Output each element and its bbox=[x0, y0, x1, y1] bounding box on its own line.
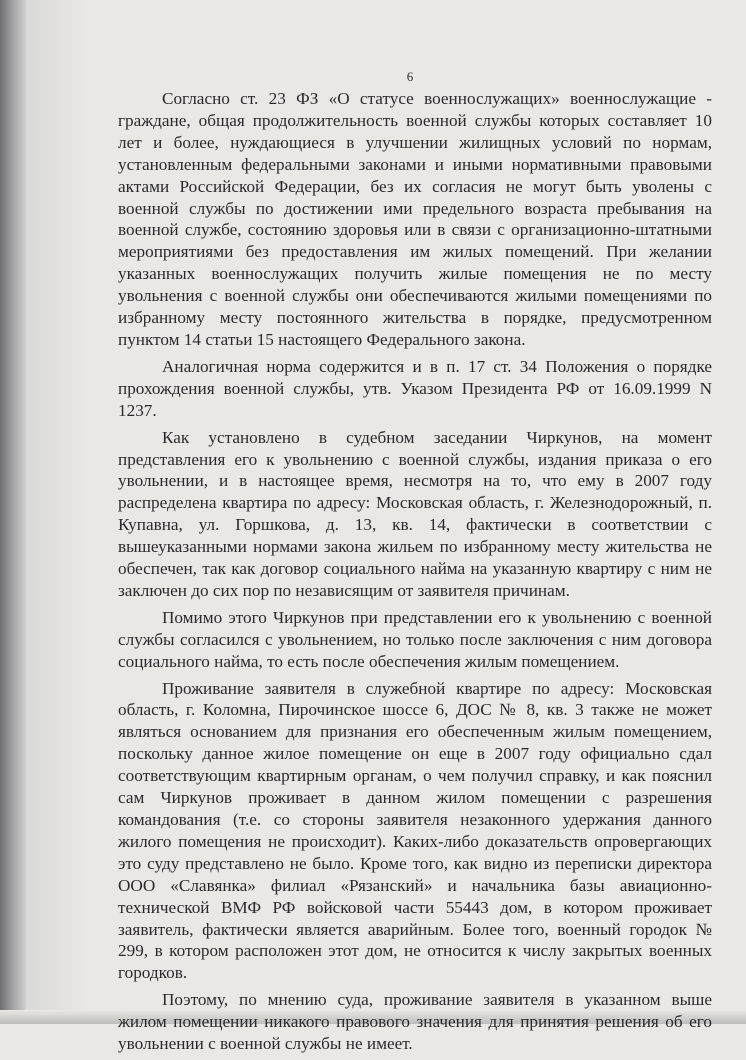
text-line: поскольку данное жилое помещение он еще в 2007 году официально сдал bbox=[118, 744, 712, 764]
paragraph bbox=[118, 88, 712, 351]
text-line: 299, в котором расположен этот дом, не относится к числу закрытых военных bbox=[118, 941, 712, 961]
paragraph bbox=[118, 678, 712, 985]
text-line: Помимо этого Чиркунов при представлении его к увольнению с военной bbox=[162, 607, 712, 627]
text-line: заявитель, фактически является аварийным. Более того, военный городок № bbox=[118, 919, 712, 939]
text-line: Аналогичная норма содержится и в п. 17 ст. 34 Положения о порядке bbox=[162, 356, 712, 376]
text-line: установленным федеральными законами и иными нормативными правовыми bbox=[118, 154, 712, 174]
document-page bbox=[118, 70, 712, 1060]
text-line: военной службе, состоянию здоровья или в связи с организационно-штатными bbox=[118, 220, 712, 240]
text-line: городков. bbox=[118, 963, 188, 983]
text-line: службы согласился с увольнением, но только после заключения с ним договора bbox=[118, 629, 712, 649]
text-line: жилого помещения не происходит). Каких-либо доказательств опровергающих bbox=[118, 831, 712, 851]
text-line: технической ВМФ РФ войсковой части 55443 дом, в котором проживает bbox=[118, 897, 712, 917]
text-line: сам Чиркунов проживает в данном жилом помещении с разрешения bbox=[118, 788, 712, 808]
text-line: распределена квартира по адресу: Московская область, г. Железнодорожный, п. bbox=[118, 493, 712, 513]
text-line: мероприятиями без предоставления им жилых помещений. При желании bbox=[118, 242, 712, 262]
text-line: Согласно ст. 23 ФЗ «О статусе военнослужащих» военнослужащие - bbox=[162, 89, 712, 108]
text-line: Как установлено в судебном заседании Чиркунов, на момент bbox=[162, 427, 712, 447]
text-line: увольнении с военной службы не имеет. bbox=[118, 1034, 413, 1054]
text-line: социального найма, то есть после обеспечения жилым помещением. bbox=[118, 651, 620, 671]
scan-left-edge bbox=[0, 0, 26, 1024]
page-number: 6 bbox=[406, 69, 414, 84]
text-line: Поэтому, по мнению суда, проживание заявителя в указанном выше bbox=[162, 990, 712, 1010]
text-line: граждане, общая продолжительность военной службы которых составляет 10 bbox=[118, 110, 712, 130]
text-line: лет и более, нуждающиеся в улучшении жилищных условий по нормам, bbox=[118, 132, 712, 152]
text-line: обеспечен, так как договор социального найма на указанную квартиру с ним не bbox=[118, 559, 712, 579]
text-line: представления его к увольнению с военной службы, издания приказа о его bbox=[118, 449, 712, 469]
text-line: Проживание заявителя в служебной квартире по адресу: Московская bbox=[162, 678, 712, 698]
text-line: указанных военнослужащих получить жилые помещения не по месту bbox=[118, 264, 712, 284]
text-line: избранному месту постоянного жительства в порядке, предусмотренном bbox=[118, 308, 712, 328]
text-line: ООО «Славянка» филиал «Рязанский» и начальника базы авиационно- bbox=[118, 875, 712, 895]
scan-shadow bbox=[26, 0, 86, 1024]
text-line: прохождения военной службы, утв. Указом Президента РФ от 16.09.1999 N bbox=[118, 378, 712, 398]
paragraph bbox=[118, 989, 712, 1055]
text-line: являться основанием для признания его обеспеченным жилым помещением, bbox=[118, 722, 712, 742]
text-line: Купавна, ул. Горшкова, д. 13, кв. 14, фактически в соответствии с bbox=[118, 515, 712, 535]
text-line: жилом помещении никакого правового значения для принятия решения об его bbox=[118, 1012, 712, 1032]
text-line: пунктом 14 статьи 15 настоящего Федерального закона. bbox=[118, 329, 526, 349]
text-line: увольнении, и в настоящее время, несмотря на то, что ему в 2007 году bbox=[118, 471, 712, 491]
text-line: 1237. bbox=[118, 400, 157, 420]
text-line: актами Российской Федерации, без их согласия не могут быть уволены с bbox=[118, 176, 712, 196]
paragraph bbox=[118, 356, 712, 422]
paragraph bbox=[118, 607, 712, 673]
document-body bbox=[118, 88, 712, 1055]
text-line: вышеуказанными нормами закона жильем по избранному месту жительства не bbox=[118, 537, 712, 557]
text-line: заключен до сих пор по независящим от заявителя причинам. bbox=[118, 580, 570, 600]
paragraph bbox=[118, 427, 712, 602]
text-line: увольнения с военной службы они обеспечиваются жилыми помещениями по bbox=[118, 286, 712, 306]
text-line: командования (т.е. со стороны заявителя незаконного удержания данного bbox=[118, 810, 712, 829]
text-line: соответствующим квартирным органам, о чем получил справку, и как пояснил bbox=[118, 766, 712, 786]
text-line: военной службы по достижении ими предельного возраста пребывания на bbox=[118, 198, 712, 218]
text-line: это суду представлено не было. Кроме того, как видно из переписки директора bbox=[118, 853, 712, 873]
text-line: область, г. Коломна, Пирочинское шоссе 6, ДОС № 8, кв. 3 также не может bbox=[118, 700, 712, 720]
